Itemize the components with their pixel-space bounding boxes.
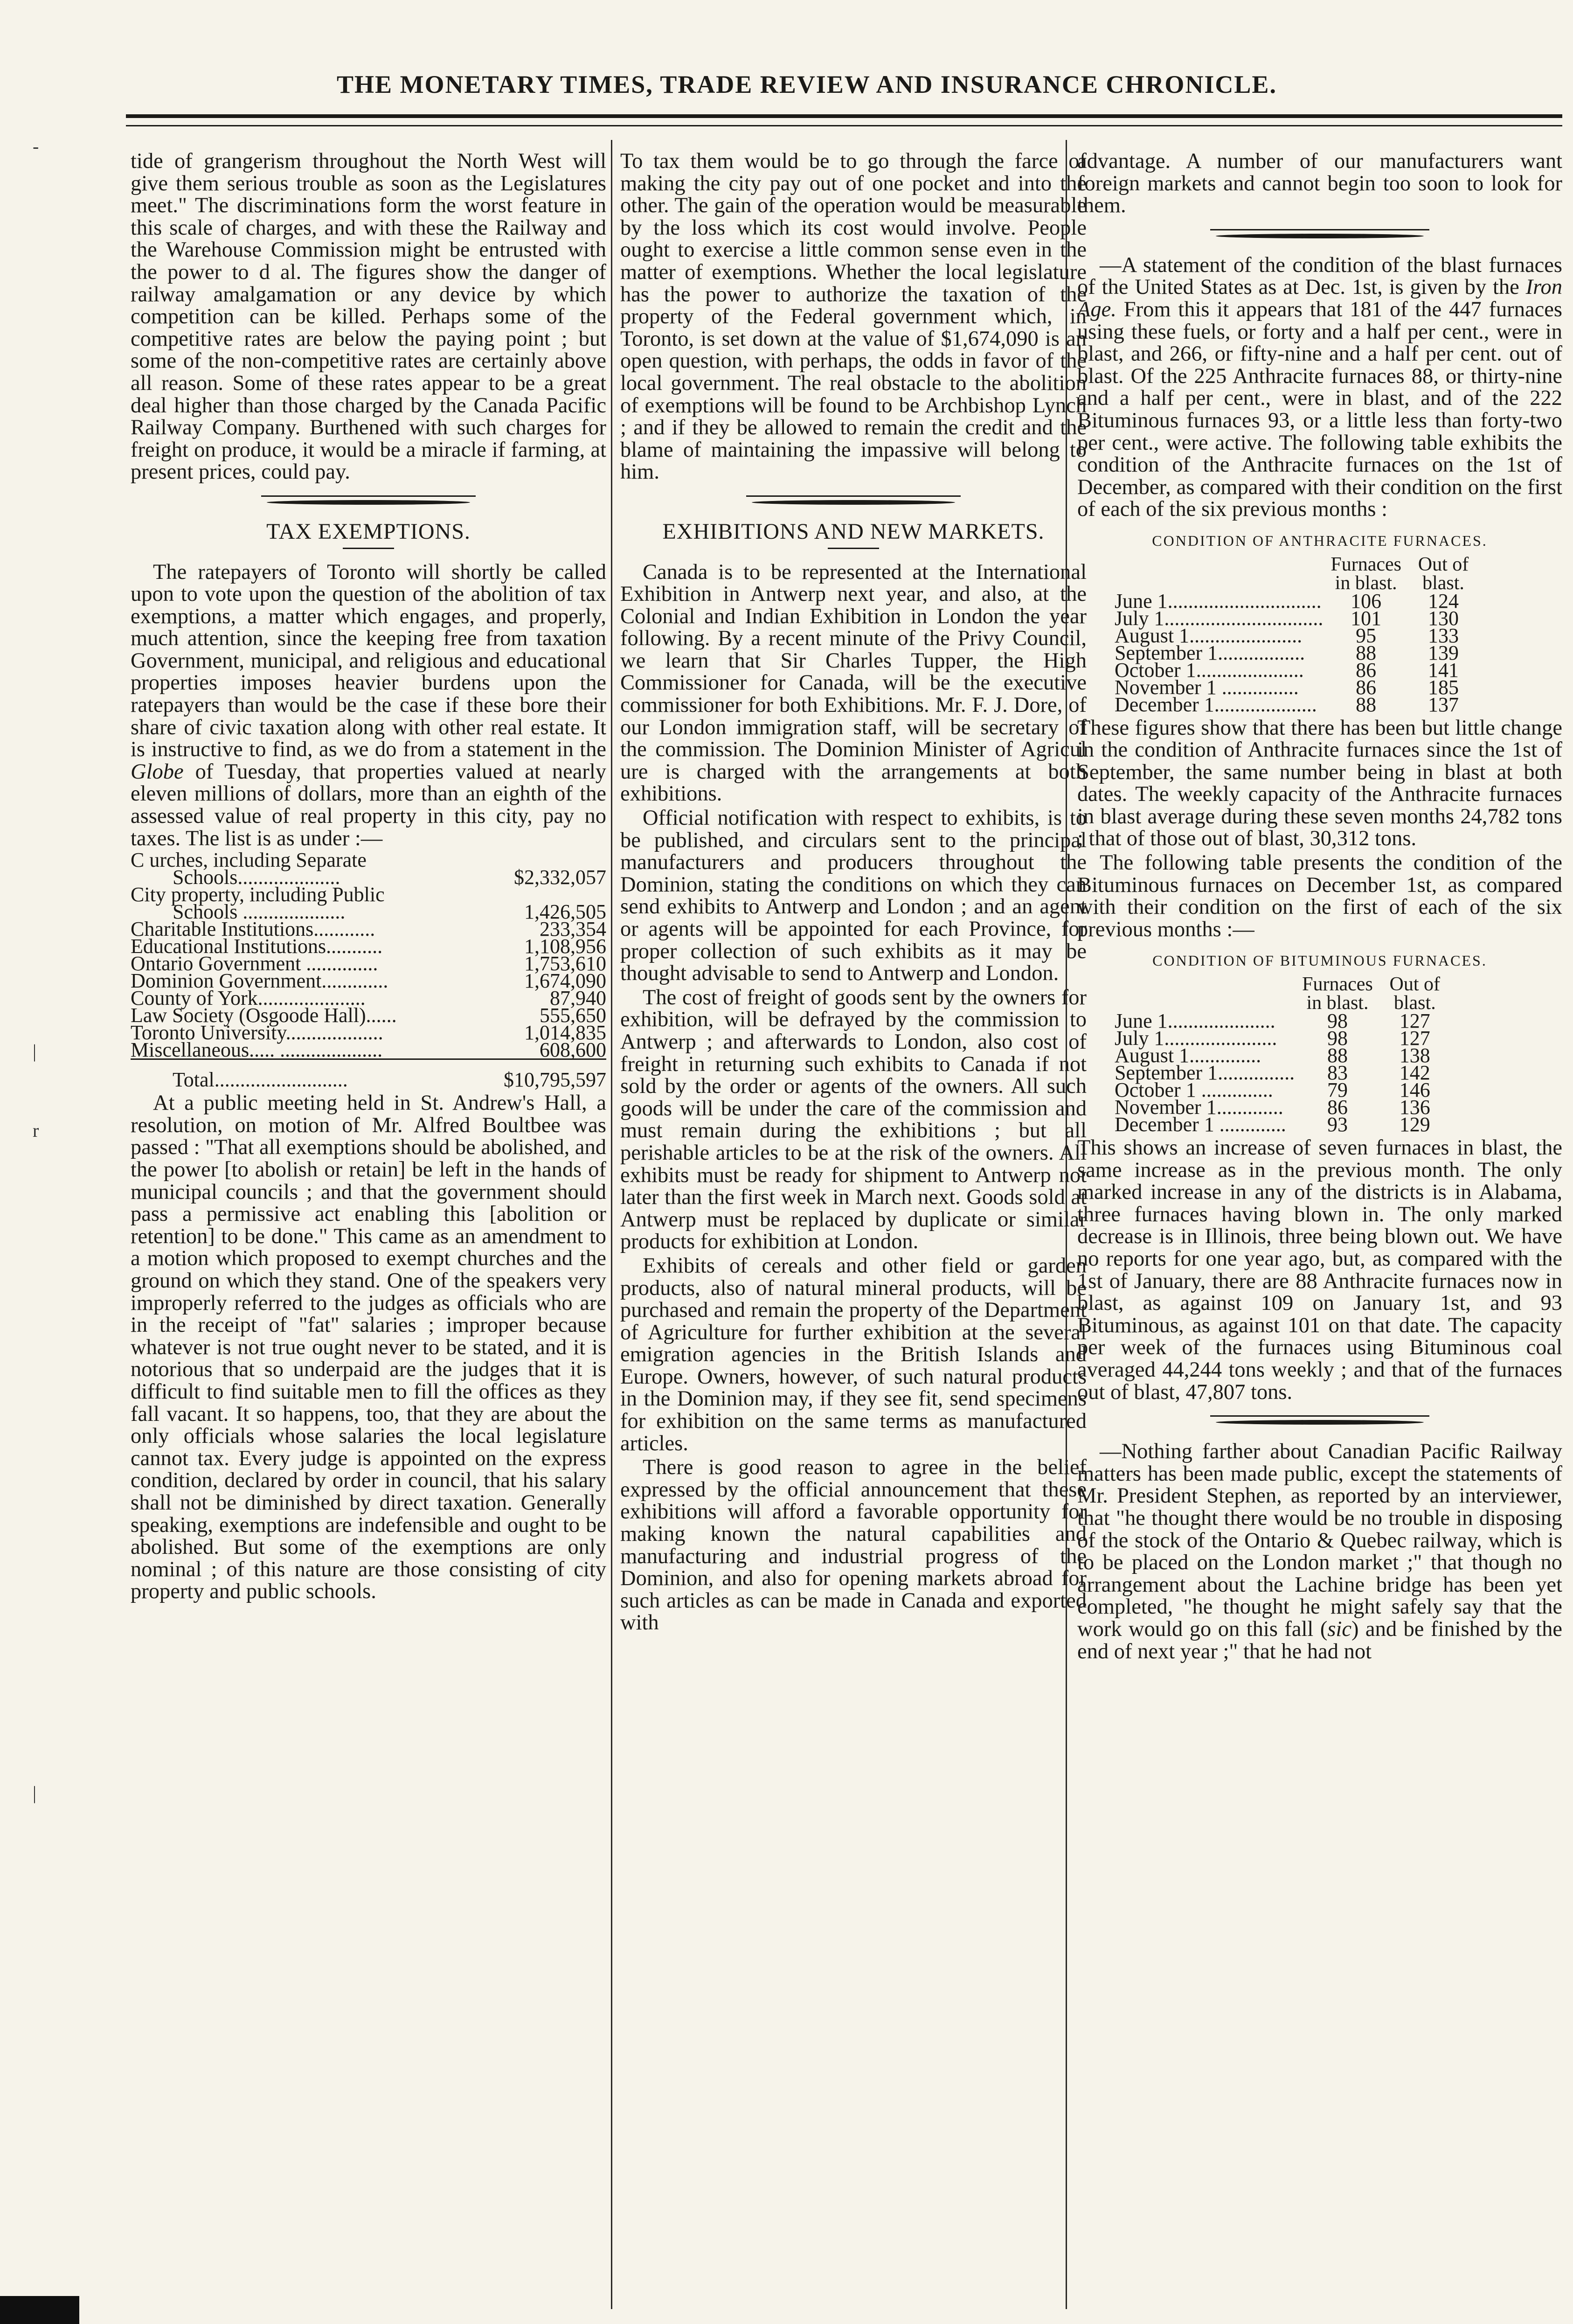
- in-blast-value: 88: [1327, 1044, 1348, 1067]
- out-of-blast-value: 127: [1399, 1027, 1430, 1050]
- exemptions-table: [131, 849, 606, 1092]
- article-continued-text: advantage. A number of our manufacturers want foreign markets and cannot begin too soon to look for them.: [1077, 150, 1562, 218]
- col-header: Furnaces in blast.: [1302, 974, 1373, 1014]
- out-of-blast-value: 129: [1399, 1113, 1430, 1136]
- in-blast-value: 101: [1351, 606, 1382, 630]
- italic-text: sic: [1327, 1617, 1351, 1641]
- article-heading-tax-exemptions: TAX EXEMPTIONS.: [266, 519, 471, 544]
- margin-mark: |: [33, 1782, 37, 1803]
- italic-text: Iron Age.: [1077, 275, 1562, 321]
- month-label: December 1....................: [1115, 693, 1317, 716]
- article-paragraph: Exhibits of cereals and other field or garden products, also of natural mineral products, will be purchased and remain the property of the Department of Agriculture for further exhibition at the several emigration agencies in the British Islands and Europe. Owners, however, of such natural products in the Dominion may, if they see fit, send specimens for exhibition on the same terms as manufactured articles.: [620, 1253, 1087, 1455]
- exemptions-total-row: [131, 1059, 606, 1089]
- anthracite-table: [1115, 553, 1481, 716]
- exemption-value: 1,674,090: [524, 969, 606, 993]
- exemption-label: Charitable Institutions............: [131, 918, 375, 941]
- in-blast-value: 88: [1356, 641, 1377, 664]
- month-label: August 1......................: [1115, 624, 1303, 647]
- in-blast-value: 86: [1327, 1096, 1348, 1119]
- bituminous-table-title: CONDITION OF BITUMINOUS FURNACES.: [1152, 952, 1487, 969]
- column-2: [620, 150, 1087, 2305]
- exemption-value: 608,600: [540, 1038, 606, 1062]
- article-paragraph: These figures show that there has been but little change in the condition of Anthracite furnaces since the 1st of September, the same number being in blast at both dates. The weekly capacity of the Anthracite furnaces in blast average during these seven months 24,782 tons ; that of those out of blast, 30,312 tons.: [1077, 716, 1562, 851]
- article-heading-exhibitions: EXHIBITIONS AND NEW MARKETS.: [662, 519, 1045, 544]
- exemption-value: 87,940: [550, 987, 606, 1010]
- exemption-label: Law Society (Osgoode Hall)......: [131, 1004, 397, 1027]
- in-blast-value: 88: [1356, 693, 1377, 716]
- in-blast-value: 98: [1327, 1009, 1348, 1033]
- total-value: $10,795,597: [474, 1059, 606, 1089]
- month-label: June 1.....................: [1115, 1009, 1275, 1033]
- in-blast-value: 95: [1356, 624, 1377, 647]
- exemption-label: Schools....................: [173, 866, 340, 889]
- month-label: July 1...............................: [1115, 606, 1324, 630]
- article-paragraph: —Nothing farther about Canadian Pacific Railway matters has been made public, except the statements of Mr. President Stephen, as reported by an interviewer, that "he thought there would be no trouble in disposing of the stock of the Ontario & Quebec railway, which is to be placed on the London market ;" that though no arrangement about the Lachine bridge has been yet completed, "he thought he might safely say that the work would go on this fall (sic) and be finished by the end of next year ;" that he had not: [1077, 1440, 1562, 1663]
- month-label: October 1 ..............: [1115, 1079, 1273, 1102]
- col-header: Out of blast.: [1389, 974, 1441, 1014]
- article-paragraph: Canada is to be represented at the International Exhibition in Antwerp next year, and also, at the Colonial and Indian Exhibition in London the year following. By a recent minute of the Privy Council, we learn that Sir Charles Tupper, the High Commissioner for Canada, will be the executive commissioner for both Exhibitions. Mr. F. J. Dore, of our London immigration staff, will be secretary of the commission. The Dominion Minister of Agricul ure is charged with the arrangements at both exhibitions.: [620, 560, 1087, 806]
- exemption-value: 1,108,956: [524, 935, 606, 958]
- out-of-blast-value: 139: [1427, 641, 1459, 664]
- month-label: November 1 ...............: [1115, 675, 1299, 699]
- column-1: [131, 150, 606, 2305]
- column-3: [1077, 150, 1562, 2305]
- exemption-label: Toronto University...................: [131, 1021, 383, 1044]
- month-label: December 1 .............: [1115, 1113, 1286, 1136]
- in-blast-value: 83: [1327, 1061, 1348, 1085]
- masthead-title: THE MONETARY TIMES, TRADE REVIEW AND INSURANCE CHRONICLE.: [337, 70, 1277, 98]
- out-of-blast-value: 130: [1427, 606, 1459, 630]
- total-label: Total..........................: [131, 1059, 474, 1089]
- in-blast-value: 79: [1327, 1079, 1348, 1102]
- margin-mark: -: [33, 136, 39, 157]
- month-label: September 1.................: [1115, 641, 1305, 664]
- article-continued-text: tide of grangerism throughout the North West will give them serious trouble as soon as the Legislatures meet." The discriminations form the worst feature in this scale of charges, and with these the Railway and the Warehouse Commission might be entrusted with the power to d al. The figures show the danger of railway amalgamation or any device by which competition can be killed. Perhaps some of the competitive rates are below the paying point ; but some of the non-competitive rates are certainly above all reason. Some of these rates appear to be a great deal higher than those charged by the Canada Pacific Railway Company. Burthened with such charges for freight on produce, it would be a miracle if farming, at present prices, could pay.: [131, 150, 606, 484]
- article-paragraph: —A statement of the condition of the blast furnaces of the United States as at Dec. 1st, is given by the Iron Age. From this it appears that 181 of the 447 furnaces using these fuels, or forty and a half per cent., were in blast, and 266, or fifty-nine and a half per cent. out of blast. Of the 225 Anthracite furnaces 88, or thirty-nine and a half per cent., were in blast, and of the 222 Bituminous furnaces 93, or a little less than forty-two per cent., were active. The following table exhibits the condition of the Anthracite furnaces on the 1st of December, as compared with their condition on the first of each of the six previous months :: [1077, 253, 1562, 522]
- month-label: November 1.............: [1115, 1096, 1283, 1119]
- article-paragraph: The following table presents the condition of the Bituminous furnaces on December 1st, as compared with their condition on the first of each of the six previous months :—: [1077, 851, 1562, 941]
- in-blast-value: 86: [1356, 658, 1377, 682]
- month-label: June 1..............................: [1115, 589, 1322, 612]
- bituminous-table: [1115, 974, 1452, 1136]
- out-of-blast-value: 124: [1427, 589, 1459, 612]
- month-label: September 1...............: [1115, 1061, 1295, 1085]
- col-header: Furnaces in blast.: [1330, 553, 1401, 594]
- in-blast-value: 86: [1356, 675, 1377, 699]
- article-paragraph: Official notification with respect to exhibits, is to be published, and circulars sent to the principal manufacturers and producers throughout the Dominion, stating the conditions on which they can send exhibits to Antwerp and London ; and an agent or agents will be appointed for each Province, for proper collection of such exhibits as it may be thought advisable to send to Antwerp and London.: [620, 806, 1087, 986]
- section-ornament: [1210, 1413, 1429, 1429]
- exemption-label: City property, including Public: [131, 883, 385, 906]
- section-ornament: [261, 494, 476, 509]
- out-of-blast-value: 142: [1399, 1061, 1430, 1085]
- exemption-value: 233,354: [540, 918, 606, 941]
- out-of-blast-value: 146: [1399, 1079, 1430, 1102]
- furnace-row: [1115, 696, 1481, 713]
- heading-rule: [828, 548, 879, 549]
- out-of-blast-value: 185: [1427, 675, 1459, 699]
- masthead-rule-thick: [126, 114, 1562, 118]
- out-of-blast-value: 138: [1399, 1044, 1430, 1067]
- scan-edge: [0, 2296, 79, 2324]
- in-blast-value: 98: [1327, 1027, 1348, 1050]
- exemption-value: 1,426,505: [524, 900, 606, 924]
- out-of-blast-value: 141: [1427, 658, 1459, 682]
- article-paragraph: At a public meeting held in St. Andrew's Hall, a resolution, on motion of Mr. Alfred Boultbee was passed : "That all exemptions should be abolished, and the power [to abolish or retain] be left in the hands of municipal councils ; and that the government should pass a permissive act enabling this [abolition or retention] to be done." This came as an amendment to a motion which proposed to exempt churches and the ground on which they stand. One of the speakers very improperly referred to the judges as officials who are in the receipt of "fat" salaries ; improper because whatever is not true ought never to be stated, and it is notorious that so underpaid are the judges that it is difficult to find suitable men to fill the offices as they fall vacant. It so happens, too, that they are about the only officials whose salaries the local legislature cannot tax. Every judge is appointed on the express condition, declared by order in council, that his salary shall not be diminished by direct taxation. Generally speaking, exemptions are indefensible and ought to be abolished. But some of the exemptions are only nominal ; of this nature are those consisting of city property and public schools.: [131, 1091, 606, 1604]
- italic-text: Globe: [131, 759, 184, 784]
- col-header: Out of blast.: [1418, 553, 1469, 594]
- month-label: August 1..............: [1115, 1044, 1261, 1067]
- heading-rule: [343, 548, 394, 549]
- out-of-blast-value: 136: [1399, 1096, 1430, 1119]
- in-blast-value: 106: [1351, 589, 1382, 612]
- exemption-label: Schools ....................: [173, 900, 346, 924]
- article-paragraph: This shows an increase of seven furnaces in blast, the same increase as in the previous month. The only marked increase in any of the districts is in Alabama, three furnaces having blown in. The only marked decrease is in Illinois, three being blown out. We have no reports for one year ago, but, as compared with the 1st of January, there are 88 Anthracite furnaces now in blast, as against 109 on January 1st, and 93 Bituminous, as against 101 on that date. The capacity per week of the furnaces using Bituminous coal averaged 44,244 tons weekly ; and that of the furnaces out of blast, 47,807 tons.: [1077, 1136, 1562, 1404]
- article-paragraph: The ratepayers of Toronto will shortly be called upon to vote upon the question of the abolition of tax exemptions, a matter which engages, and properly, much attention, since the keeping free from taxation Government, municipal, and religious and educational properties imposes heavier burdens upon the ratepayers than would be the case if these bore their share of civic taxation along with other real estate. It is instructive to find, as we do from a statement in the Globe of Tuesday, that properties valued at nearly eleven millions of dollars, more than an eighth of the assessed value of real property in this city, pay no taxes. The list is as under :—: [131, 560, 606, 850]
- masthead-rule-thin: [126, 125, 1562, 126]
- exemption-label: Ontario Government ..............: [131, 952, 378, 975]
- exemption-label: C urches, including Separate: [131, 849, 367, 872]
- month-label: October 1.....................: [1115, 658, 1304, 682]
- out-of-blast-value: 137: [1427, 693, 1459, 716]
- out-of-blast-value: 127: [1399, 1009, 1430, 1033]
- exemption-value: 555,650: [540, 1004, 606, 1027]
- section-ornament: [746, 494, 961, 509]
- column-divider-1: [611, 140, 612, 2309]
- exemption-label: County of York.....................: [131, 987, 366, 1010]
- margin-mark: r: [33, 1120, 39, 1141]
- exemption-value: $2,332,057: [514, 866, 606, 889]
- exemption-label: Educational Institutions...........: [131, 935, 383, 958]
- exemption-value: 1,014,835: [524, 1021, 606, 1044]
- section-ornament: [1210, 227, 1429, 243]
- exemption-label: Miscellaneous..... ....................: [131, 1038, 383, 1062]
- furnace-row: [1115, 1116, 1452, 1133]
- in-blast-value: 93: [1327, 1113, 1348, 1136]
- article-paragraph: The cost of freight of goods sent by the owners for exhibition, will be defrayed by the commission to Antwerp ; and afterwards to London, also cost of freight in returning such exhibits to Canada if not sold by the order or agents of the owners. All such goods will be under the care of the commission and must remain during the exhibitions ; but all perishable articles to be at the risk of the owners. All exhibits must be ready for shipment to Antwerp not later than the first week in March next. Goods sold at Antwerp must be replaced by duplicate or similar products for exhibition at London.: [620, 985, 1087, 1254]
- margin-mark: |: [33, 1041, 37, 1062]
- exemption-label: Dominion Government.............: [131, 969, 388, 993]
- out-of-blast-value: 133: [1427, 624, 1459, 647]
- exemption-value: 1,753,610: [524, 952, 606, 975]
- month-label: July 1......................: [1115, 1027, 1277, 1050]
- anthracite-table-title: CONDITION OF ANTHRACITE FURNACES.: [1152, 532, 1488, 549]
- article-paragraph: There is good reason to agree in the belief expressed by the official announcement that these exhibitions will afford a favorable opportunity for making known the natural capabilities and manufacturing and industrial progress of the Dominion, and also for opening markets abroad for such articles as can be made in Canada and exported with: [620, 1455, 1087, 1635]
- article-continued-text: To tax them would be to go through the farce of making the city pay out of one pocket and into the other. The gain of the operation would be measurable by the loss which its cost would involve. People ought to exercise a little common sense even in the matter of exemptions. Whether the local legislature has the power to authorize the taxation of the property of the Federal government which, in Toronto, is set down at the value of $1,674,090 is an open question, with perhaps, the odds in favor of the local government. The real obstacle to the abolition of exemptions will be found to be Archbishop Lynch ; and if they be allowed to remain the credit and the blame of maintaining the impassive will belong to him.: [620, 150, 1087, 484]
